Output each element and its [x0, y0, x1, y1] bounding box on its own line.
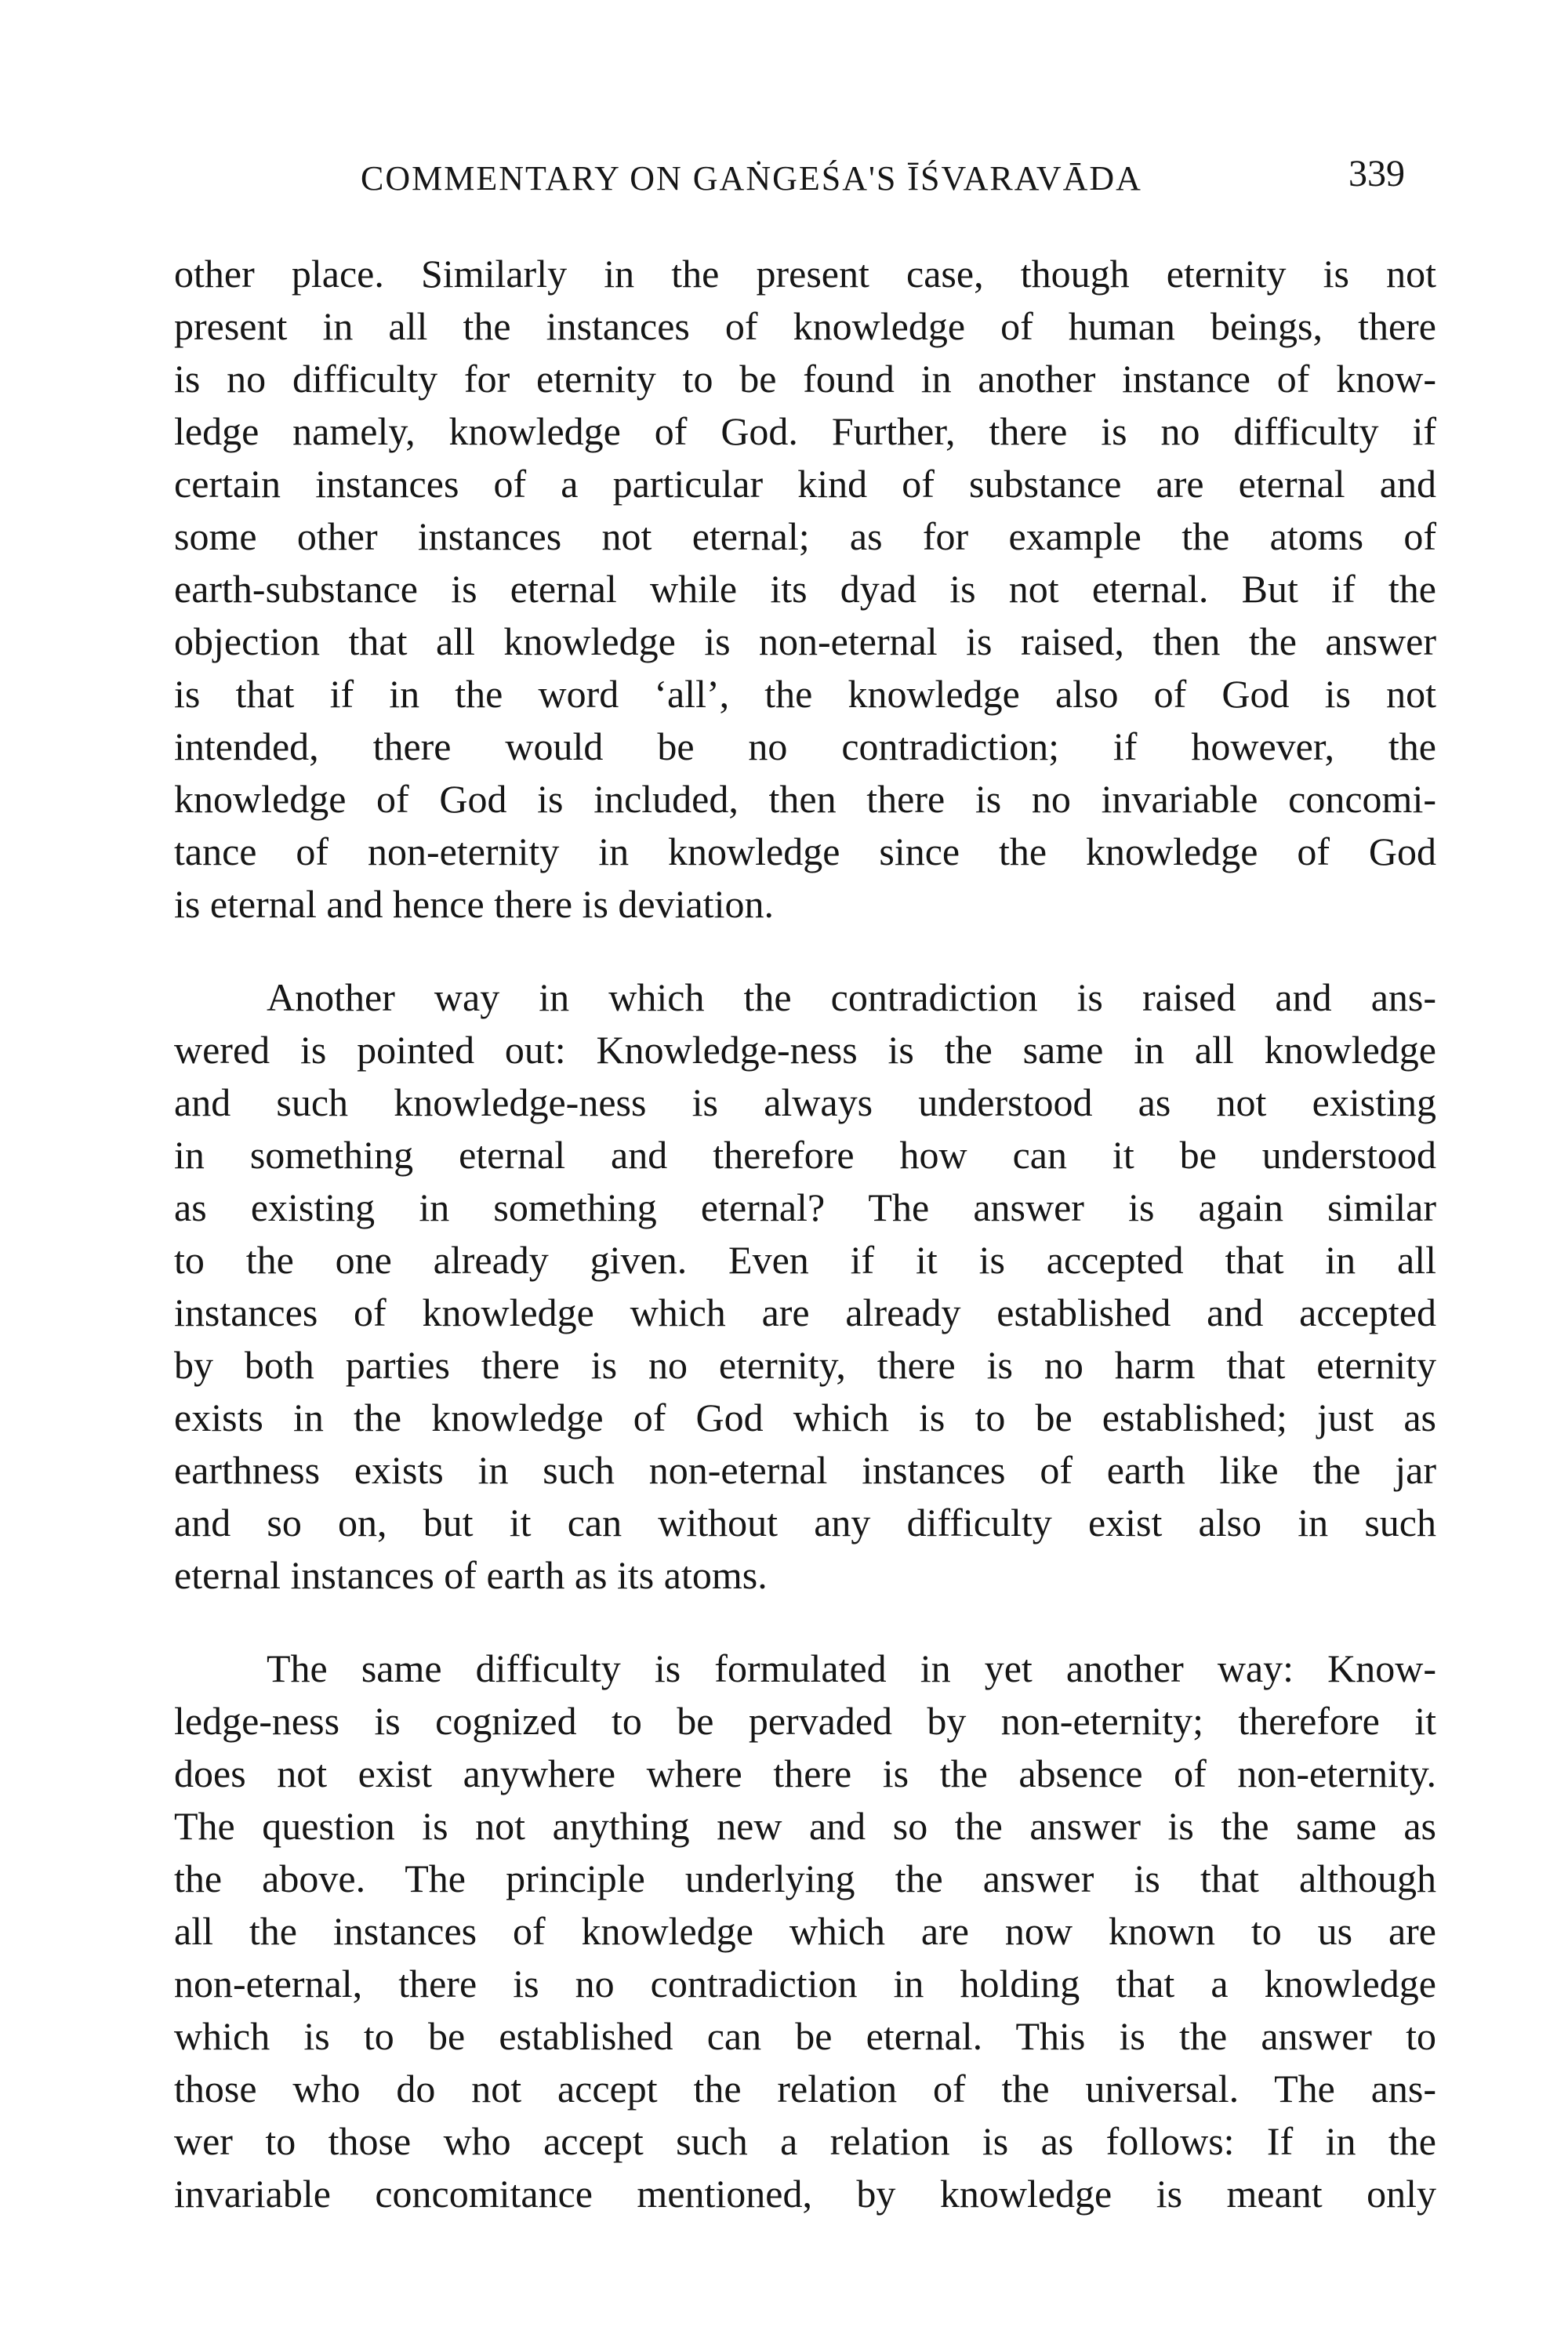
- text-line: objection that all knowledge is non-eternal is raised, then the answer: [174, 619, 1436, 663]
- text-line: certain instances of a particular kind of substance are eternal and: [174, 462, 1436, 506]
- paragraph-gap: [174, 1602, 1436, 1642]
- text-line: some other instances not eternal; as for example the atoms of: [174, 514, 1436, 558]
- text-line: wer to those who accept such a relation is as follows: If in the: [174, 2119, 1436, 2163]
- paragraph-1: [174, 248, 1436, 931]
- text-line: does not exist anywhere where there is the absence of non-eternity.: [174, 1751, 1436, 1795]
- text-line: as existing in something eternal? The answer is again similar: [174, 1185, 1436, 1229]
- text-line: by both parties there is no eternity, there is no harm that eternity: [174, 1343, 1436, 1387]
- text-line: present in all the instances of knowledge of human beings, there: [174, 304, 1436, 348]
- text-line: The same difficulty is formulated in yet another way: Know-: [267, 1646, 1436, 1690]
- text-line: is eternal and hence there is deviation.: [174, 882, 774, 926]
- text-line: intended, there would be no contradiction; if however, the: [174, 724, 1436, 768]
- text-line: instances of knowledge which are already established and accepted: [174, 1290, 1436, 1334]
- text-line: earth-substance is eternal while its dyad is not eternal. But if the: [174, 567, 1436, 611]
- running-head: [0, 147, 1568, 210]
- text-line: ledge-ness is cognized to be pervaded by non-eternity; therefore it: [174, 1699, 1436, 1743]
- text-line: which is to be established can be eternal. This is the answer to: [174, 2014, 1436, 2058]
- text-line: The question is not anything new and so the answer is the same as: [174, 1804, 1436, 1848]
- text-line: to the one already given. Even if it is accepted that in all: [174, 1238, 1436, 1282]
- paragraph-gap: [174, 931, 1436, 971]
- text-line: is that if in the word ‘all’, the knowledge also of God is not: [174, 672, 1436, 716]
- text-line: eternal instances of earth as its atoms.: [174, 1553, 768, 1597]
- text-line: all the instances of knowledge which are now known to us are: [174, 1909, 1436, 1953]
- text-line: is no difficulty for eternity to be found in another instance of know-: [174, 357, 1436, 401]
- text-line: non-eternal, there is no contradiction in holding that a knowledge: [174, 1962, 1436, 2005]
- text-line: ledge namely, knowledge of God. Further, there is no difficulty if: [174, 409, 1436, 453]
- text-line: exists in the knowledge of God which is to be established; just as: [174, 1396, 1436, 1439]
- text-line: earthness exists in such non-eternal instances of earth like the jar: [174, 1448, 1436, 1492]
- text-line: wered is pointed out: Knowledge-ness is the same in all knowledge: [174, 1028, 1436, 1072]
- text-line: and so on, but it can without any difficulty exist also in such: [174, 1501, 1436, 1544]
- text-line: knowledge of God is included, then there is no invariable concomi-: [174, 777, 1436, 821]
- text-line: in something eternal and therefore how can it be understood: [174, 1133, 1436, 1177]
- paragraph-3: [174, 1642, 1436, 2220]
- text-line: those who do not accept the relation of the universal. The ans-: [174, 2067, 1436, 2111]
- running-head-title: COMMENTARY ON GAṄGEŚA'S ĪŚVARAVĀDA: [361, 159, 1142, 198]
- body-text: [174, 248, 1436, 2220]
- text-line: Another way in which the contradiction is raised and ans-: [267, 975, 1436, 1019]
- text-line: invariable concomitance mentioned, by knowledge is meant only: [174, 2172, 1436, 2216]
- text-line: tance of non-eternity in knowledge since the knowledge of God: [174, 829, 1436, 873]
- page-number: 339: [1348, 153, 1405, 194]
- text-line: and such knowledge-ness is always understood as not existing: [174, 1080, 1436, 1124]
- text-line: other place. Similarly in the present case, though eternity is not: [174, 252, 1436, 296]
- text-line: the above. The principle underlying the answer is that although: [174, 1857, 1436, 1900]
- paragraph-2: [174, 971, 1436, 1602]
